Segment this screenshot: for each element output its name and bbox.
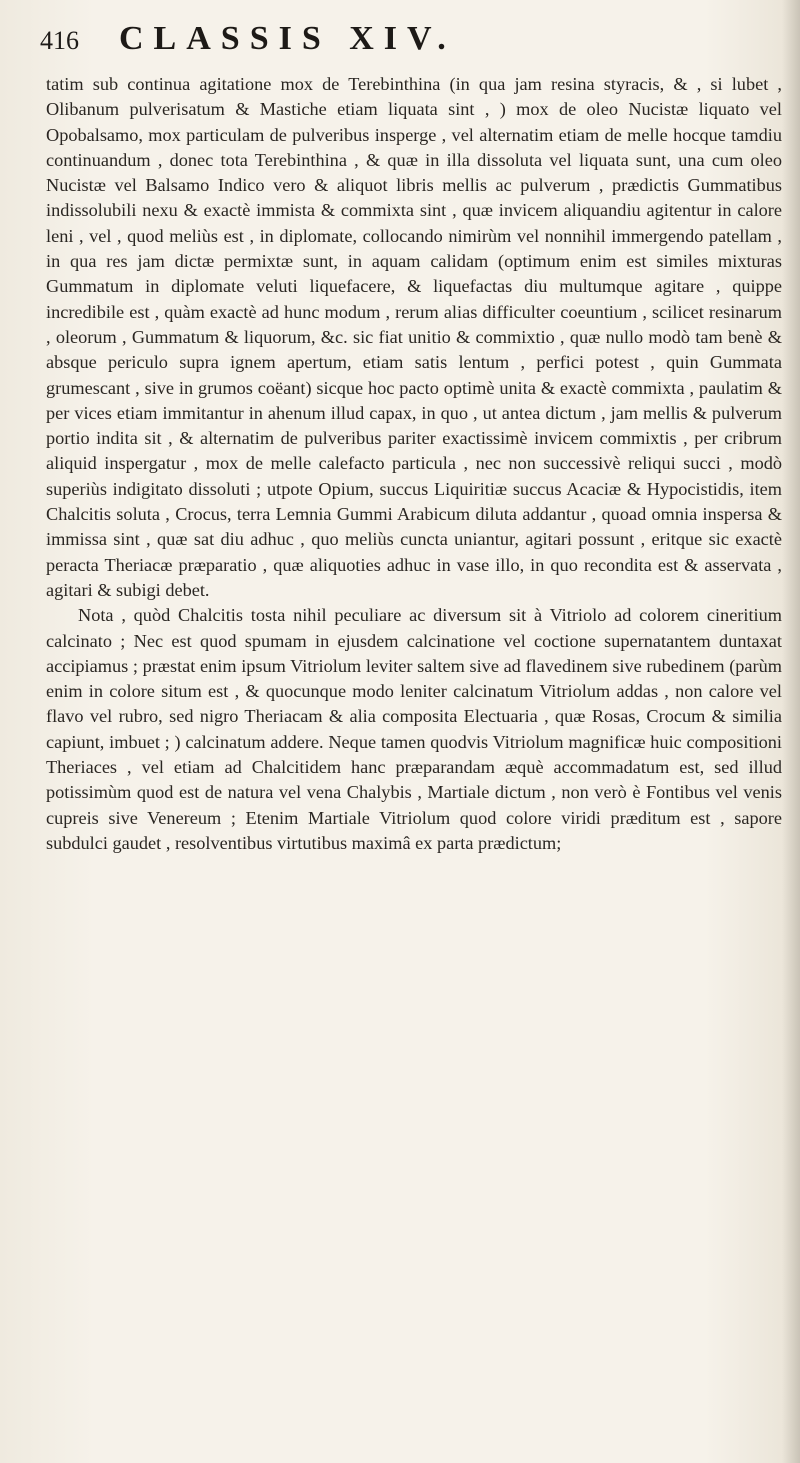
paragraph-2: Nota , quòd Chalcitis tosta nihil peculiare ac diversum sit à Vitriolo ad colorem cineritium calcinato ; Nec est quod spumam in ejusdem calcinatione vel coctione supernatantem duntaxat accipiamus ; præstat enim ipsum Vitriolum leviter saltem sive ad flavedinem sive rubedinem (parùm enim in colore situm est , & quocunque modo leniter calcinatum Vitriolum addas , non calore vel flavo vel rubro, sed nigro Theriacam & alia composita Electuaria , quæ Rosas, Crocum & similia capiunt, imbuet ; ) calcinatum addere. Neque tamen quodvis Vitriolum magnificæ huic compositioni Theriaces , vel etiam ad Chalcitidem hanc præparandam æquè accommadatum est, sed illud potissimùm quod est de natura vel vena Chalybis , Martiale dictum , non verò è Fontibus vel venis cupreis sive Venereum ; Etenim Martiale Vitriolum quod colore viridi præditum est , sapore subdulci gaudet , resolventibus virtutibus maximâ ex parta prædictum; xyxy=(46,605,782,853)
page-edge-shadow xyxy=(782,0,800,1463)
paragraph-1: tatim sub continua agitatione mox de Terebinthina (in qua jam resina styracis, & , si lubet , Olibanum pulverisatum & Mastiche etiam liquata sint , ) mox de oleo Nucistæ liquato vel Opobalsamo, mox particulam de pulveribus inspergе , vel alternatim etiam de melle hocque tamdiu continuandum , donec tota Terebinthina , & quæ in illa dissoluta vel liquata sunt, una cum oleo Nucistæ vel Balsamo Indico vero & aliquot libris mellis ac pulverum , prædictis Gummatibus indissolubili nexu & exactè immista & commixta sint , quæ invicem aliquandiu agitentur in calore leni , vel , quod meliùs est , in diplomate, collocando nimirùm vel nonnihil immergendo patellam , in qua res jam dictæ permixtæ sunt, in aquam calidam (optimum enim est similes mixturas Gummatum in diplomate veluti liquefacere, & liquefactas diu multumque agitare , quippe incredibile est , quàm exactè ad hunc modum , rerum alias difficulter coeuntium , scilicet resinarum , oleorum , Gummatum & liquorum, &c. sic fiat unitio & commixtio , quæ nullo modò tam benè & absque periculo supra ignem apertum, etiam satis lentum , perfici potest , quin Gummata grumescant , sive in grumos coëant) sicque hoc pacto optimè unita & exactè commixta , paulatim & per vices etiam immitantur in ahenum illud capax, in quo , ut antea dictum , jam mellis & pulverum portio indita sit , & alternatim de pulveribus pariter exactissimè invicem commixtis , per cribrum aliquid inspergatur , mox de melle calefacto particula , nec non successivè reliqui succi , modò superiùs indigitato dissoluti ; utpote Opium, succus Liquiritiæ succus Acaciæ & Hypocistidis, item Chalcitis soluta , Crocus, terra Lemnia Gummi Arabicum diluta addantur , quoad omnia inspersa & immissa sint , quæ sat diu adhuc , quo meliùs cuncta uniantur, agitari possunt , eritque sic exactè peracta Theriacæ præparatio , quæ aliquoties adhuc in vase illo, in quo recondita est & asservata , agitari & subigi debet. xyxy=(46,74,782,600)
page-number: 416 xyxy=(40,26,79,55)
page-header xyxy=(40,20,780,60)
body-text xyxy=(46,72,782,856)
running-head: CLASSIS XIV. xyxy=(119,20,456,57)
